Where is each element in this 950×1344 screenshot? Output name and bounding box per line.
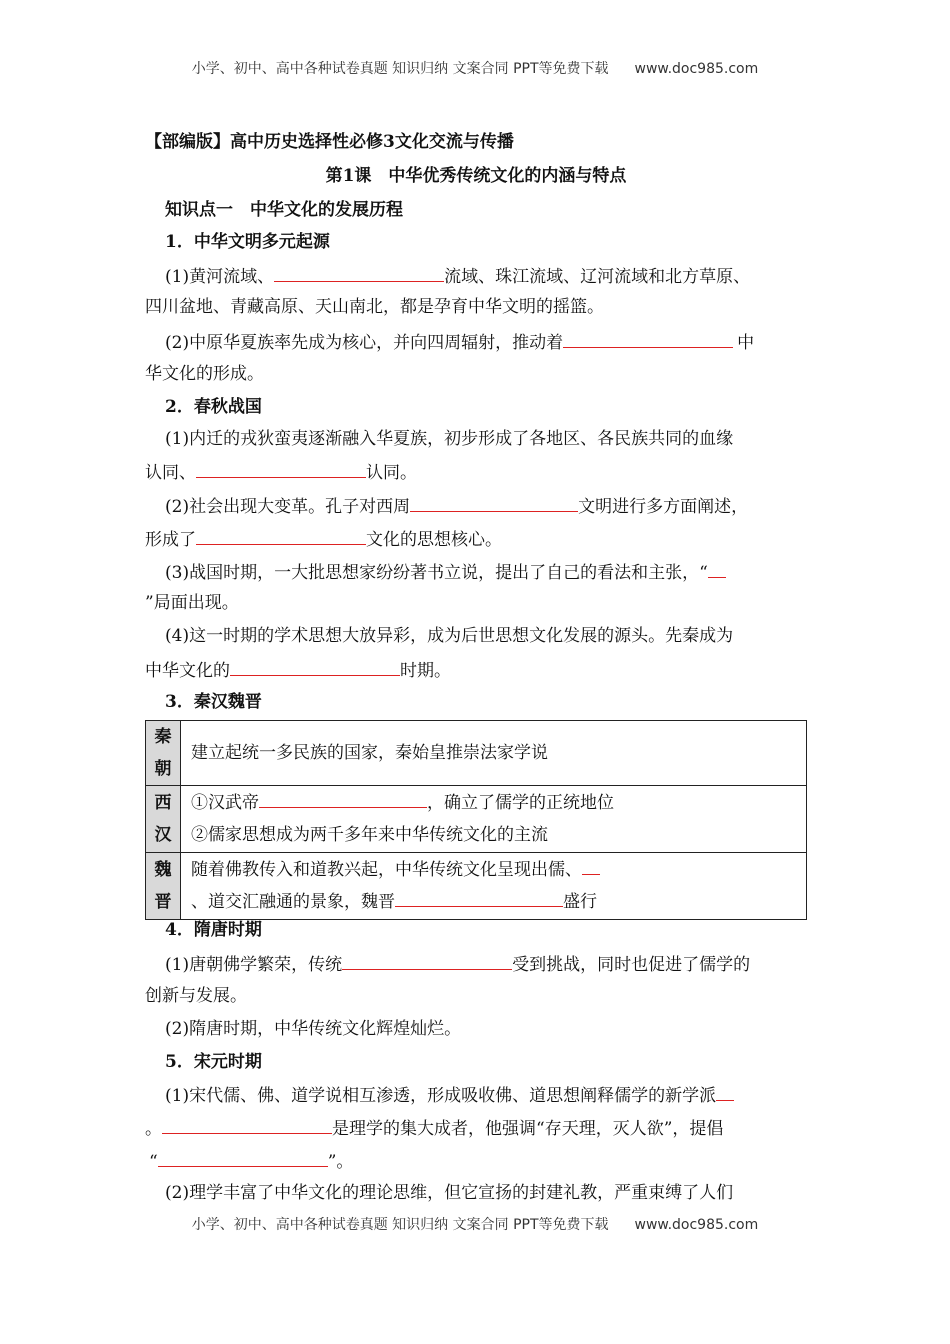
fill-blank[interactable] [410,493,578,512]
fill-blank[interactable] [230,657,400,676]
heading-3: 3．秦汉魏晋 [165,692,262,712]
s2-p2-line2 [145,526,807,552]
heading-5: 5．宋元时期 [165,1052,262,1072]
s2-p1-text-b: 认同、 [145,463,196,483]
s5-p1-text-d: “ [149,1152,158,1172]
page-header-banner [0,58,950,78]
s2-p2-text-c: 形成了 [145,530,196,550]
s4-p1-text-b: 受到挑战，同时也促进了儒学的 [512,955,751,975]
s2-p2-text-b: 文明进行多方面阐述， [578,497,749,517]
era-text: 盛行 [563,892,597,912]
s2-p2-line1 [165,493,827,519]
era-char: 魏 [154,860,172,880]
header-text: 小学、初中、高中各种试卷真题 知识归纳 文案合同 PPT等免费下载 [191,61,609,77]
s2-p4-text-b: 中华文化的 [145,661,230,681]
fill-blank[interactable] [708,559,726,578]
s1-p2-text-a: (2)中原华夏族率先成为核心，并向四周辐射，推动着 [165,333,564,353]
s1-p1-line1 [165,263,827,289]
era-text: ②儒家思想成为两千多年来中华传统文化的主流 [191,825,548,845]
table-row [146,786,807,853]
s2-p2-text-a: (2)社会出现大变革。孔子对西周 [165,497,411,517]
era-char: 晋 [154,892,172,912]
era-label-qin [146,721,181,786]
fill-blank[interactable] [162,1115,332,1134]
s2-p1-text-c: 认同。 [366,463,417,483]
s2-p4-text-c: 时期。 [400,661,451,681]
fill-blank[interactable] [274,263,444,282]
era-label-weijin [146,853,181,920]
s1-p1-text-a: (1)黄河流域、 [165,267,275,287]
heading-1: 1．中华文明多元起源 [165,232,330,252]
s1-p2-line2: 华文化的形成。 [145,364,264,384]
document-title: 【部编版】高中历史选择性必修3文化交流与传播 [145,132,514,152]
era-text: ，确立了儒学的正统地位 [427,793,614,813]
s1-p1-line2: 四川盆地、青藏高原、天山南北，都是孕育中华文明的摇篮。 [145,297,604,317]
lesson-title: 第1课 中华优秀传统文化的内涵与特点 [325,166,627,186]
s2-p4-line2 [145,657,807,683]
s5-p1-line3 [145,1148,807,1174]
footer-url[interactable]: www.doc985.com [634,1217,759,1233]
era-text: 建立起统一多民族的国家，秦始皇推崇法家学说 [191,743,548,763]
s4-p1-line2: 创新与发展。 [145,986,247,1006]
fill-blank[interactable] [395,888,563,907]
s2-p3-text-a: (3)战国时期，一大批思想家纷纷著书立说，提出了自己的看法和主张，“ [165,563,708,583]
era-content-qin [181,721,807,786]
era-text: 、道交汇融通的景象，魏晋 [191,892,395,912]
era-text-line [191,787,805,819]
section-title: 知识点一 中华文化的发展历程 [165,200,403,220]
era-char: 西 [154,793,172,813]
era-content-weijin [181,853,807,920]
s1-p1-text-b: 流域、珠江流域、辽河流域和北方草原、 [444,267,751,287]
era-text-line [191,854,805,886]
s2-p2-text-d: 文化的思想核心。 [366,530,502,550]
fill-blank[interactable] [582,856,600,875]
s2-p3-line2: ”局面出现。 [145,593,239,613]
fill-blank[interactable] [342,951,512,970]
era-char: 秦 [154,727,172,747]
era-table [145,720,807,920]
footer-text: 小学、初中、高中各种试卷真题 知识归纳 文案合同 PPT等免费下载 [191,1217,609,1233]
s5-p2-line1: (2)理学丰富了中华文化的理论思维，但它宣扬的封建礼教，严重束缚了人们 [165,1183,734,1203]
s2-p1-line2 [145,459,807,485]
heading-2: 2．春秋战国 [165,397,262,417]
s5-p1-text-e: ”。 [327,1152,354,1172]
era-text: ①汉武帝 [191,793,259,813]
table-row [146,853,807,920]
era-label-xihan [146,786,181,853]
s4-p1-line1 [165,951,827,977]
table-row [146,721,807,786]
fill-blank[interactable] [259,789,427,808]
s5-p1-line2 [145,1115,807,1141]
s2-p4-line1: (4)这一时期的学术思想大放异彩，成为后世思想文化发展的源头。先秦成为 [165,626,734,646]
s1-p2-text-b: 中 [737,333,755,353]
s2-p1-line1: (1)内迁的戎狄蛮夷逐渐融入华夏族，初步形成了各地区、各民族共同的血缘 [165,429,734,449]
fill-blank[interactable] [196,459,366,478]
header-url[interactable]: www.doc985.com [634,61,759,77]
era-char: 汉 [154,825,172,845]
s2-p3-line1 [165,559,827,585]
s4-p1-text-a: (1)唐朝佛学繁荣，传统 [165,955,343,975]
s5-p1-text-c: 是理学的集大成者，他强调“存天理，灭人欲”，提倡 [332,1119,724,1139]
era-content-xihan [181,786,807,853]
s4-p2: (2)隋唐时期，中华传统文化辉煌灿烂。 [165,1019,462,1039]
era-char: 朝 [154,759,172,779]
fill-blank[interactable] [196,526,366,545]
era-text-line [191,886,805,918]
fill-blank[interactable] [716,1082,734,1101]
s5-p1-line1 [165,1082,827,1108]
fill-blank[interactable] [563,329,733,348]
era-text: 随着佛教传入和道教兴起，中华传统文化呈现出儒、 [191,860,582,880]
s5-p1-text-b: 。 [145,1119,162,1139]
s5-p1-text-a: (1)宋代儒、佛、道学说相互渗透，形成吸收佛、道思想阐释儒学的新学派 [165,1086,717,1106]
page-footer-banner [0,1214,950,1234]
s1-p2-line1 [165,329,827,355]
heading-4: 4．隋唐时期 [165,920,262,940]
fill-blank[interactable] [158,1148,328,1167]
